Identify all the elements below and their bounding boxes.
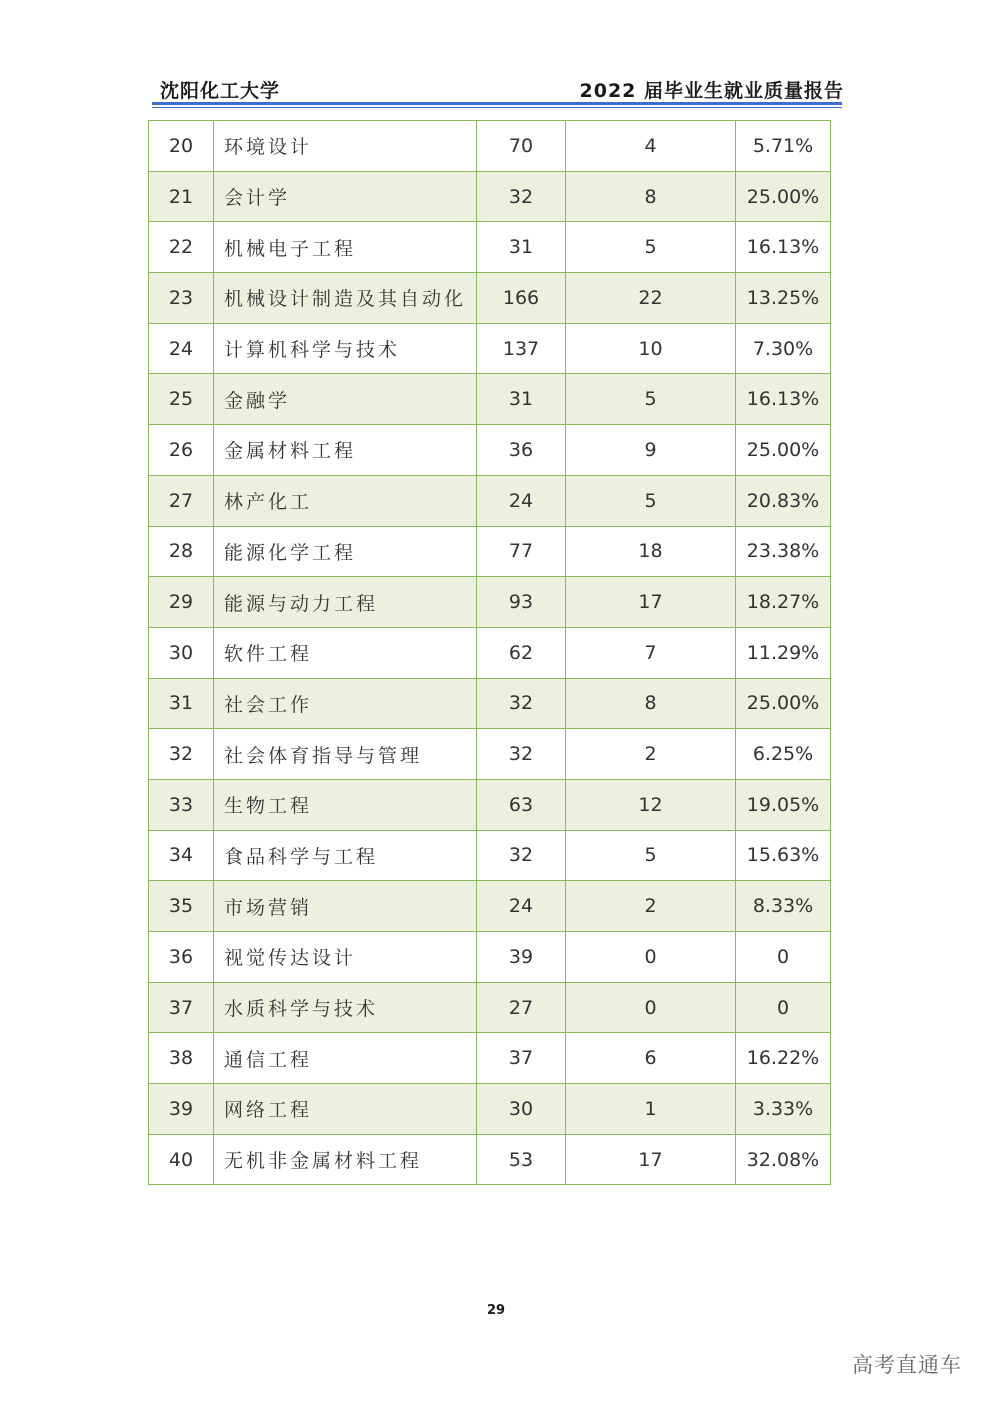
graduate-count-cell: 27 [477, 982, 566, 1033]
count-cell: 2 [566, 729, 736, 780]
table-row [149, 171, 831, 222]
table-row [149, 577, 831, 628]
rate-cell: 19.05% [736, 779, 831, 830]
count-cell: 8 [566, 678, 736, 729]
rate-cell: 32.08% [736, 1134, 831, 1185]
major-name-cell: 会计学 [214, 171, 477, 222]
count-cell: 12 [566, 779, 736, 830]
rate-cell: 15.63% [736, 830, 831, 881]
graduate-count-cell: 53 [477, 1134, 566, 1185]
graduate-count-cell: 32 [477, 729, 566, 780]
graduate-count-cell: 32 [477, 830, 566, 881]
watermark-text: 高考直通车 [852, 1353, 962, 1377]
graduate-count-cell: 70 [477, 121, 566, 172]
table-row [149, 932, 831, 983]
table-body [149, 121, 831, 1185]
major-name-cell: 能源与动力工程 [214, 577, 477, 628]
count-cell: 6 [566, 1033, 736, 1084]
row-number-cell: 24 [149, 323, 214, 374]
graduate-count-cell: 31 [477, 374, 566, 425]
table-row [149, 678, 831, 729]
rate-cell: 3.33% [736, 1084, 831, 1135]
table-row [149, 526, 831, 577]
rate-cell: 20.83% [736, 475, 831, 526]
table-row [149, 1084, 831, 1135]
count-cell: 5 [566, 830, 736, 881]
rate-cell: 8.33% [736, 881, 831, 932]
table-row [149, 323, 831, 374]
row-number-cell: 26 [149, 425, 214, 476]
major-name-cell: 机械电子工程 [214, 222, 477, 273]
major-name-cell: 机械设计制造及其自动化 [214, 273, 477, 324]
table-row [149, 729, 831, 780]
count-cell: 9 [566, 425, 736, 476]
count-cell: 17 [566, 1134, 736, 1185]
graduate-count-cell: 77 [477, 526, 566, 577]
rate-cell: 16.13% [736, 222, 831, 273]
graduate-count-cell: 93 [477, 577, 566, 628]
count-cell: 17 [566, 577, 736, 628]
graduate-count-cell: 36 [477, 425, 566, 476]
rate-cell: 5.71% [736, 121, 831, 172]
report-title: 2022 届毕业生就业质量报告 [579, 80, 844, 102]
major-name-cell: 无机非金属材料工程 [214, 1134, 477, 1185]
major-name-cell: 水质科学与技术 [214, 982, 477, 1033]
major-name-cell: 生物工程 [214, 779, 477, 830]
row-number-cell: 31 [149, 678, 214, 729]
rate-cell: 7.30% [736, 323, 831, 374]
row-number-cell: 20 [149, 121, 214, 172]
count-cell: 4 [566, 121, 736, 172]
row-number-cell: 25 [149, 374, 214, 425]
graduate-count-cell: 166 [477, 273, 566, 324]
row-number-cell: 35 [149, 881, 214, 932]
row-number-cell: 28 [149, 526, 214, 577]
major-name-cell: 林产化工 [214, 475, 477, 526]
row-number-cell: 34 [149, 830, 214, 881]
graduate-count-cell: 63 [477, 779, 566, 830]
row-number-cell: 37 [149, 982, 214, 1033]
major-name-cell: 网络工程 [214, 1084, 477, 1135]
rate-cell: 0 [736, 982, 831, 1033]
major-name-cell: 市场营销 [214, 881, 477, 932]
rate-cell: 25.00% [736, 678, 831, 729]
table-row [149, 475, 831, 526]
rate-cell: 0 [736, 932, 831, 983]
count-cell: 0 [566, 982, 736, 1033]
employment-table [148, 120, 831, 1185]
major-name-cell: 通信工程 [214, 1033, 477, 1084]
graduate-count-cell: 30 [477, 1084, 566, 1135]
page-header [160, 72, 844, 104]
row-number-cell: 36 [149, 932, 214, 983]
table-row [149, 779, 831, 830]
rate-cell: 25.00% [736, 425, 831, 476]
major-name-cell: 社会体育指导与管理 [214, 729, 477, 780]
graduate-count-cell: 39 [477, 932, 566, 983]
table-row [149, 1134, 831, 1185]
count-cell: 5 [566, 222, 736, 273]
count-cell: 0 [566, 932, 736, 983]
table-row [149, 982, 831, 1033]
major-name-cell: 金属材料工程 [214, 425, 477, 476]
table-row [149, 273, 831, 324]
rate-cell: 16.22% [736, 1033, 831, 1084]
major-name-cell: 软件工程 [214, 627, 477, 678]
major-name-cell: 社会工作 [214, 678, 477, 729]
graduate-count-cell: 62 [477, 627, 566, 678]
row-number-cell: 38 [149, 1033, 214, 1084]
rate-cell: 16.13% [736, 374, 831, 425]
rate-cell: 18.27% [736, 577, 831, 628]
major-name-cell: 视觉传达设计 [214, 932, 477, 983]
university-name: 沈阳化工大学 [160, 80, 281, 102]
graduate-count-cell: 137 [477, 323, 566, 374]
count-cell: 8 [566, 171, 736, 222]
row-number-cell: 40 [149, 1134, 214, 1185]
major-name-cell: 能源化学工程 [214, 526, 477, 577]
count-cell: 22 [566, 273, 736, 324]
major-name-cell: 食品科学与工程 [214, 830, 477, 881]
count-cell: 1 [566, 1084, 736, 1135]
table-row [149, 425, 831, 476]
table-row [149, 830, 831, 881]
graduate-count-cell: 24 [477, 475, 566, 526]
row-number-cell: 39 [149, 1084, 214, 1135]
row-number-cell: 22 [149, 222, 214, 273]
major-name-cell: 环境设计 [214, 121, 477, 172]
graduate-count-cell: 32 [477, 678, 566, 729]
rate-cell: 11.29% [736, 627, 831, 678]
header-rule-thick [152, 102, 842, 105]
row-number-cell: 23 [149, 273, 214, 324]
count-cell: 7 [566, 627, 736, 678]
graduate-count-cell: 24 [477, 881, 566, 932]
graduate-count-cell: 31 [477, 222, 566, 273]
major-name-cell: 计算机科学与技术 [214, 323, 477, 374]
table-row [149, 374, 831, 425]
rate-cell: 6.25% [736, 729, 831, 780]
row-number-cell: 33 [149, 779, 214, 830]
table-row [149, 627, 831, 678]
table-row [149, 881, 831, 932]
major-name-cell: 金融学 [214, 374, 477, 425]
row-number-cell: 30 [149, 627, 214, 678]
graduate-count-cell: 37 [477, 1033, 566, 1084]
row-number-cell: 21 [149, 171, 214, 222]
count-cell: 5 [566, 374, 736, 425]
row-number-cell: 32 [149, 729, 214, 780]
count-cell: 5 [566, 475, 736, 526]
row-number-cell: 27 [149, 475, 214, 526]
page-number: 29 [486, 1303, 506, 1318]
graduate-count-cell: 32 [477, 171, 566, 222]
count-cell: 18 [566, 526, 736, 577]
rate-cell: 23.38% [736, 526, 831, 577]
rate-cell: 25.00% [736, 171, 831, 222]
count-cell: 10 [566, 323, 736, 374]
table-row [149, 1033, 831, 1084]
table-row [149, 222, 831, 273]
header-rule-thin [152, 107, 842, 108]
table-row [149, 121, 831, 172]
row-number-cell: 29 [149, 577, 214, 628]
rate-cell: 13.25% [736, 273, 831, 324]
count-cell: 2 [566, 881, 736, 932]
